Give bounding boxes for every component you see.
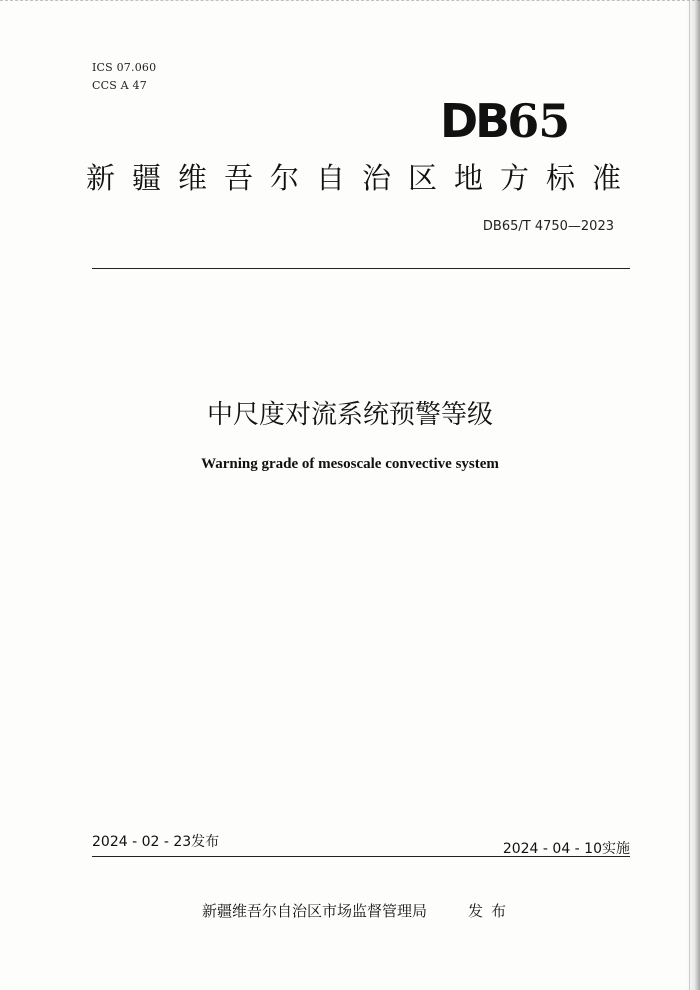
issued-label: 发布 <box>468 902 515 920</box>
title-chinese: 中尺度对流系统预警等级 <box>206 400 493 430</box>
ccs-code: CCS A 47 <box>92 79 147 92</box>
issue-date: 2024 - 02 - 23发布 <box>92 834 220 850</box>
db-logo-number: 65 <box>507 94 570 148</box>
standard-type-heading: 新疆维吾尔自治区地方标准 <box>86 161 639 195</box>
db65-logo <box>440 94 569 148</box>
top-divider <box>92 268 630 269</box>
title-english: Warning grade of mesoscale convective system <box>201 456 499 472</box>
ics-code: ICS 07.060 <box>92 61 157 74</box>
implementation-date: 2024 - 04 - 10实施 <box>502 841 630 857</box>
bottom-divider <box>92 856 630 857</box>
issuing-authority: 新疆维吾尔自治区市场监督管理局 <box>202 902 428 920</box>
scan-edge-line <box>689 0 690 990</box>
scan-edge-top <box>0 0 700 6</box>
standard-number: DB65/T 4750—2023 <box>482 219 614 234</box>
db-logo-letters: DB <box>440 94 508 148</box>
